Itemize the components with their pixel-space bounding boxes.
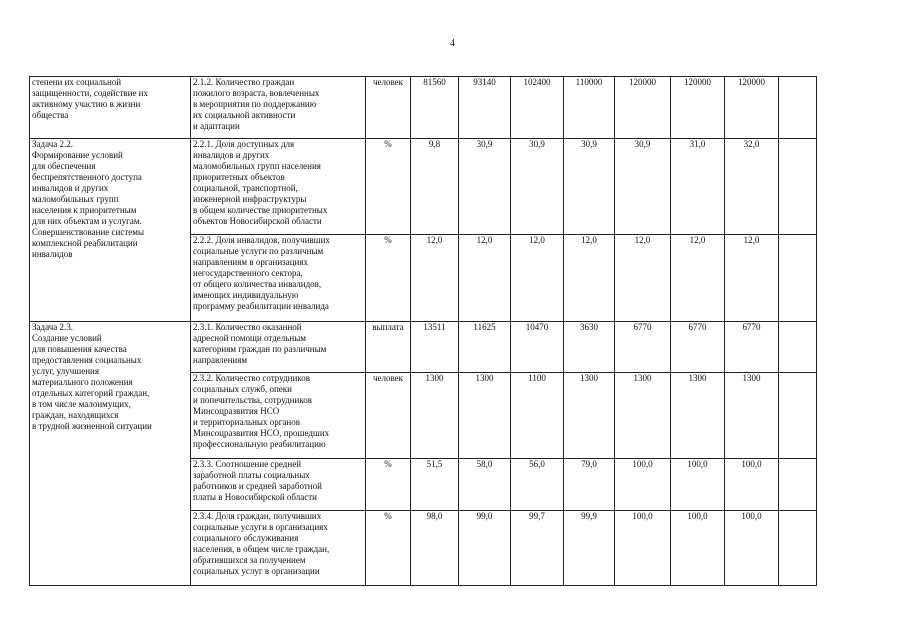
value-cell: 6770 xyxy=(615,322,671,373)
value-cell: 58,0 xyxy=(459,459,511,511)
value-cell: 56,0 xyxy=(511,459,564,511)
unit-cell: % xyxy=(366,459,411,511)
value-cell: 12,0 xyxy=(511,235,564,322)
indicator-cell: 2.3.3. Соотношение средней заработной платы социальных работников и средней заработной платы в Новосибирской области xyxy=(191,459,366,511)
table-row xyxy=(30,322,817,373)
value-cell xyxy=(779,77,817,139)
value-cell: 1300 xyxy=(411,373,459,459)
value-cell: 99,7 xyxy=(511,511,564,586)
value-cell: 99,9 xyxy=(564,511,615,586)
value-cell: 100,0 xyxy=(725,511,779,586)
value-cell: 12,0 xyxy=(564,235,615,322)
value-cell: 3630 xyxy=(564,322,615,373)
value-cell: 32,0 xyxy=(725,139,779,235)
table-row xyxy=(30,77,817,139)
value-cell: 12,0 xyxy=(725,235,779,322)
value-cell xyxy=(779,139,817,235)
unit-cell: человек xyxy=(366,373,411,459)
unit-cell: % xyxy=(366,511,411,586)
value-cell: 30,9 xyxy=(564,139,615,235)
indicator-cell: 2.3.4. Доля граждан, получивших социальные услуги в организациях социального обслуживания населения, в общем числе граждан, обратившихся за получением социальных услуг в организации xyxy=(191,511,366,586)
value-cell: 12,0 xyxy=(615,235,671,322)
value-cell: 30,9 xyxy=(615,139,671,235)
value-cell: 1300 xyxy=(725,373,779,459)
page-number: 4 xyxy=(450,38,455,49)
value-cell: 30,9 xyxy=(511,139,564,235)
task-cell: Задача 2.2. Формирование условий для обеспечения беспрепятственного доступа инвалидов и других маломобильных групп населения к приоритетным для них объектам и услугам. Совершенствование системы комплексной реабилитации инвалидов xyxy=(30,139,191,322)
value-cell: 51,5 xyxy=(411,459,459,511)
task-cell: степени их социальной защищенности, содействие их активному участию в жизни общества xyxy=(30,77,191,139)
table-row xyxy=(30,139,817,235)
value-cell: 99,0 xyxy=(459,511,511,586)
value-cell: 100,0 xyxy=(671,511,725,586)
value-cell: 79,0 xyxy=(564,459,615,511)
value-cell: 31,0 xyxy=(671,139,725,235)
value-cell: 6770 xyxy=(671,322,725,373)
value-cell: 102400 xyxy=(511,77,564,139)
value-cell: 100,0 xyxy=(615,511,671,586)
value-cell: 120000 xyxy=(725,77,779,139)
indicator-cell: 2.3.1. Количество оказанной адресной помощи отдельным категориям граждан по различным направлениям xyxy=(191,322,366,373)
unit-cell: % xyxy=(366,235,411,322)
indicator-cell: 2.1.2. Количество граждан пожилого возраста, вовлеченных в мероприятия по поддержанию их социальной активности и адаптации xyxy=(191,77,366,139)
unit-cell: % xyxy=(366,139,411,235)
value-cell xyxy=(779,511,817,586)
value-cell: 81560 xyxy=(411,77,459,139)
value-cell: 12,0 xyxy=(671,235,725,322)
value-cell: 1300 xyxy=(615,373,671,459)
value-cell: 100,0 xyxy=(725,459,779,511)
indicator-cell: 2.2.2. Доля инвалидов, получивших социальные услуги по различным направлениям в организациях негосударственного сектора, от общего количества инвалидов, имеющих индивидуальную программу реабилитации инвалида xyxy=(191,235,366,322)
value-cell: 120000 xyxy=(615,77,671,139)
value-cell: 98,0 xyxy=(411,511,459,586)
unit-cell: человек xyxy=(366,77,411,139)
value-cell: 1300 xyxy=(564,373,615,459)
value-cell: 120000 xyxy=(671,77,725,139)
value-cell xyxy=(779,459,817,511)
value-cell: 9,8 xyxy=(411,139,459,235)
value-cell: 30,9 xyxy=(459,139,511,235)
value-cell: 1100 xyxy=(511,373,564,459)
value-cell: 12,0 xyxy=(459,235,511,322)
value-cell xyxy=(779,373,817,459)
value-cell: 10470 xyxy=(511,322,564,373)
value-cell: 1300 xyxy=(459,373,511,459)
value-cell xyxy=(779,235,817,322)
indicators-table xyxy=(29,76,817,586)
value-cell: 13511 xyxy=(411,322,459,373)
indicator-cell: 2.2.1. Доля доступных для инвалидов и других маломобильных групп населения приоритетных объектов социальной, транспортной, инженерной инфраструктуры в общем количестве приоритетных объектов Новосибирской области xyxy=(191,139,366,235)
unit-cell: выплата xyxy=(366,322,411,373)
value-cell: 12,0 xyxy=(411,235,459,322)
indicator-cell: 2.3.2. Количество сотрудников социальных служб, опеки и попечительства, сотрудников Минсоцразвития НСО и территориальных органов Минсоцразвития НСО, прошедших профессиональную реабилитацию xyxy=(191,373,366,459)
value-cell: 1300 xyxy=(671,373,725,459)
value-cell xyxy=(779,322,817,373)
value-cell: 11625 xyxy=(459,322,511,373)
value-cell: 100,0 xyxy=(671,459,725,511)
value-cell: 110000 xyxy=(564,77,615,139)
task-cell: Задача 2.3. Создание условий для повышения качества предоставления социальных услуг, улучшения материального положения отдельных категорий граждан, в том числе малоимущих, граждан, находящихся в трудной жизненной ситуации xyxy=(30,322,191,586)
value-cell: 93140 xyxy=(459,77,511,139)
value-cell: 100,0 xyxy=(615,459,671,511)
value-cell: 6770 xyxy=(725,322,779,373)
